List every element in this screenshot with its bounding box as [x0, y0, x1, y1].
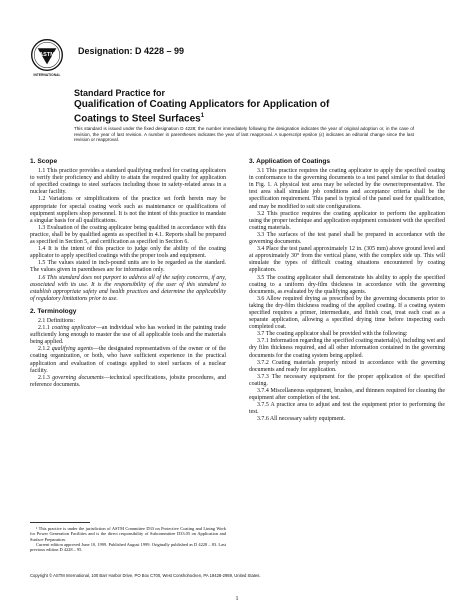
right-column — [249, 158, 445, 423]
paragraph-1-5: 1.5 The values stated in inch-pound units are to be regarded as the standard. The values given in parentheses are for information only. — [30, 260, 226, 274]
copyright-line: Copyright © ASTM International, 100 Barr Harbor Drive, PO Box C700, West Conshohocken, PA 19428-2959, United States. — [30, 573, 261, 578]
paragraph-3-7: 3.7 The coating applicator shall be provided with the following: — [257, 331, 408, 338]
footnote-1: ¹ This practice is under the jurisdiction of ASTM Committee D33 on Protective Coating and Lining Work for Power Generation Facilities and is the direct responsibility of Subcommittee D33.05 on Application and Surface Preparation. — [30, 526, 226, 542]
paragraph-3-7-4: 3.7.4 Miscellaneous equipment, brushes, and thinners required for cleaning the equipment after completion of the test. — [249, 388, 445, 402]
term-governing-documents: governing documents — [52, 374, 104, 381]
astm-logo-icon — [30, 38, 64, 72]
paragraph-3-3: 3.3 The surfaces of the test panel shall be prepared in accordance with the governing documents. — [249, 231, 445, 246]
designation: Designation: D 4228 – 99 — [78, 46, 185, 56]
title-line-2: Qualification of Coating Applicators for Application of — [74, 99, 330, 110]
title-line-3: Coatings to Steel Surfaces$^1$ — [74, 112, 205, 124]
paragraph-2-1: 2.1 Definitions: — [38, 317, 75, 324]
paragraph-3-4: 3.4 Place the test panel approximately 12 in. (305 mm) above ground level and at approximately 30° from the vertical plane, with the complex side up. This will simulate the types of difficult coating situations encountered by coating applicators. — [249, 246, 445, 274]
term-coating-applicator: coating applicator — [51, 325, 97, 332]
terminology-heading: 2. Terminology — [30, 307, 77, 315]
astm-logo — [30, 38, 64, 80]
footnotes — [30, 522, 226, 552]
application-heading: 3. Application of Coatings — [249, 158, 331, 165]
paragraph-2-1-3: 2.1.3 governing documents—technical specifications, jobsite procedures, and reference documents. — [30, 374, 226, 388]
footnote-divider — [30, 522, 90, 523]
paragraph-3-7-1: 3.7.1 Information regarding the specified coating material(s), including wet and dry film thickness required, and all other information contained in the governing documents for the coating system being applied. — [249, 338, 445, 359]
paragraph-3-6: 3.6 Allow required drying as prescribed by the governing documents prior to taking the dry-film thickness reading of the applied coating. If a coating system specified requires a primer, intermediate, and finish coat, treat each coat as a separate application, allowing a specified drying time before inspecting each completed coat. — [249, 295, 445, 331]
paragraph-3-7-2: 3.7.2 Coating materials properly mixed in accordance with the governing documents and ready for application. — [249, 359, 445, 373]
paragraph-3-7-3: 3.7.3 The necessary equipment for the proper application of the specified coating. — [249, 373, 445, 387]
logo-subtext: INTERNATIONAL — [33, 73, 61, 77]
term-qualifying-agents: qualifying agents — [51, 346, 93, 353]
page-number: 1 — [235, 596, 239, 602]
paragraph-1-3: 1.3 Evaluation of the coating applicator being qualified in accordance with this practice, shall be by qualified agents as specified in 4.1. Reports shall be prepared as specified in Section 5, and certification as specified in Section 6. — [30, 224, 226, 246]
paragraph-3-5: 3.5 The coating applicator shall demonstrate his ability to apply the specified coating to a uniform dry-film thickness in accordance with the governing documents, as evaluated by the qualifying agents. — [249, 274, 445, 295]
left-column — [30, 158, 226, 389]
paragraph-3-1: 3.1 This practice requires the coating applicator to apply the specified coating in conformance to the governing documents to a test panel similar to that detailed in Fig. 1. A physical test area may be selected by the owner/representative. The test area shall simulate job conditions and acceptance criteria shall be the specification requirement. This panel is typical of the panel used for qualification, and may be modified to suit site configurations. — [249, 168, 445, 210]
title-line-1: Standard Practice for — [74, 88, 166, 98]
paragraph-2-1-2: 2.1.2 qualifying agents—the designated representatives of the owner or of the coating organization, or both, who have sufficient experience in the practical application and evaluation of coatings applied to steel surfaces of a nuclear facility. — [30, 346, 226, 374]
footnote-edition: Current edition approved June 10, 1999. Published August 1999. Originally published as D 4228 – 83. Last previous edition D 4228 – 95. — [30, 541, 226, 553]
paragraph-3-7-5: 3.7.5 A practice area to adjust and test the equipment prior to performing the test. — [249, 402, 445, 416]
logo-text: ASTM — [39, 51, 55, 58]
scope-heading: 1. Scope — [30, 158, 58, 165]
paragraph-2-1-1: 2.1.1 coating applicator—an individual who has worked in the painting trade sufficiently long enough to master the use of all applicable tools and the materials being applied. — [30, 325, 226, 346]
issuance-note: This standard is issued under the fixed designation D 4228; the number immediately following the designation indicates the year of original adoption or, in the case of revision, the year of last revision. A number in parentheses indicates the year of last reapproval. A superscript epsilon (ε) indicates an editorial change since the last revision or reapproval. — [74, 126, 414, 143]
paragraph-3-2: 3.2 This practice requires the coating applicator to perform the application using the proper technique and application equipment consistent with the specified coating materials. — [249, 210, 445, 231]
paragraph-1-1: 1.1 This practice provides a standard qualifying method for coating applicators to verify their proficiency and ability to attain the required quality for application of specified coatings to steel surfaces including those in safety-related areas in a nuclear facility. — [30, 168, 226, 196]
paragraph-1-6: 1.6 This standard does not purport to address all of the safety concerns, if any, associated with its use. It is the responsibility of the user of this standard to establish appropriate safety and health practices and determine the applicability of regulatory limitations prior to use. — [30, 274, 226, 302]
document-title — [74, 88, 414, 124]
paragraph-1-2: 1.2 Variations or simplifications of the practice set forth herein may be appropriate for special coating work such as maintenance or qualifications of equipment suppliers shop personnel. It is not the intent of this practice to mandate a singular basis for all qualifications. — [30, 196, 226, 224]
paragraph-3-7-6: 3.7.6 All necessary safety equipment. — [257, 416, 346, 423]
paragraph-1-4: 1.4 It is the intent of this practice to judge only the ability of the coating applicator to apply specified coatings with the proper tools and equipment. — [30, 246, 226, 260]
title-footnote-mark: 1 — [200, 112, 205, 119]
